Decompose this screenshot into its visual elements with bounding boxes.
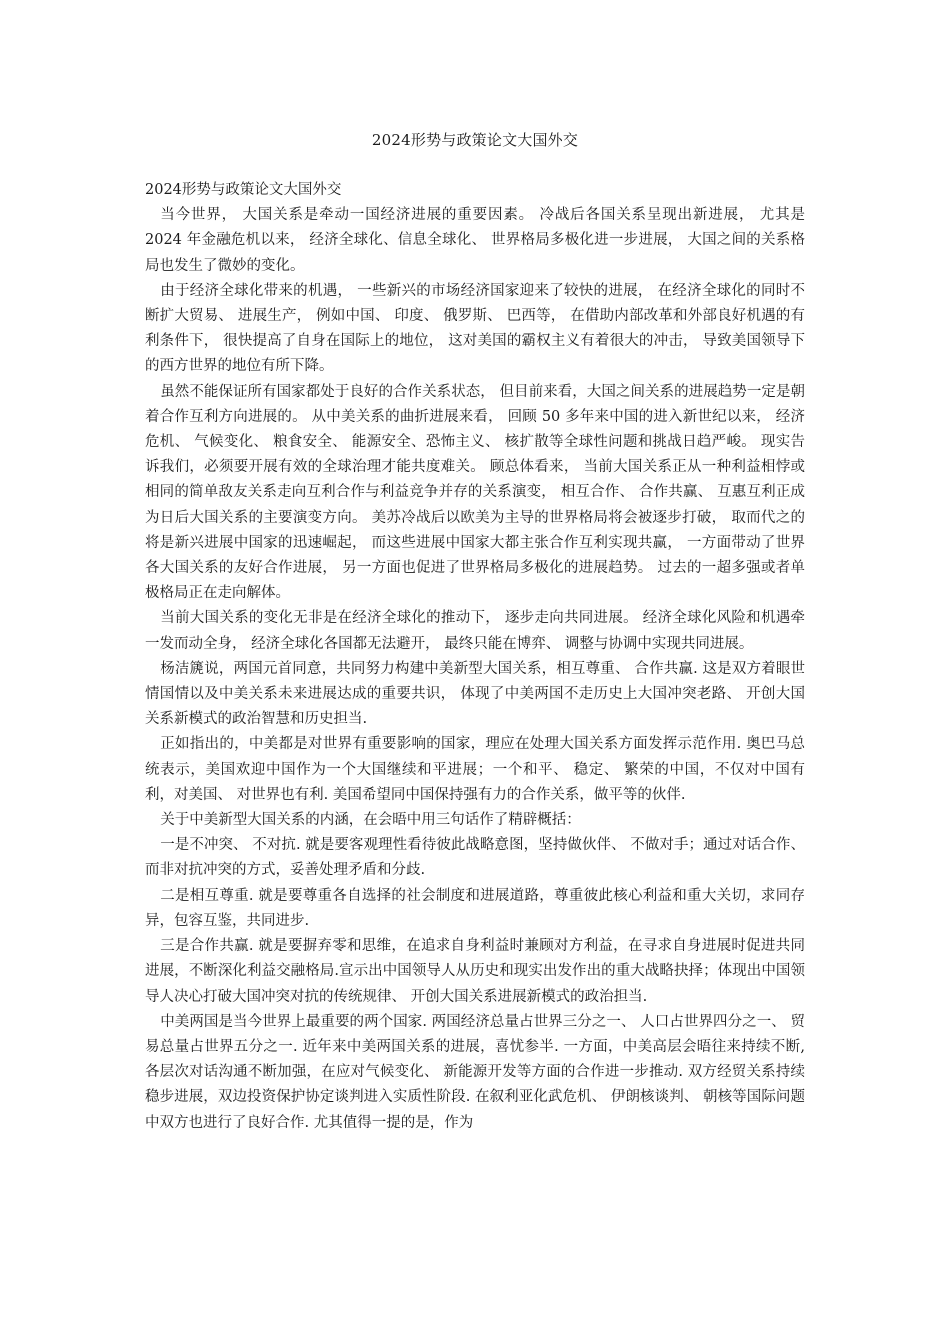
paragraph: 杨洁篪说，两国元首同意，共同努力构建中美新型大国关系，相互尊重、 合作共赢. 这是双方着眼世情国情以及中美关系未来进展达成的重要共识， 体现了中美两国不走历史上大国冲突老路、 开创大国关系新模式的政治智慧和历史担当.: [145, 660, 805, 728]
paragraph: 当今世界， 大国关系是牵动一国经济进展的重要因素。 冷战后各国关系呈现出新进展， 尤其是 2024 年金融危机以来， 经济全球化、信息全球化、 世界格局多极化进一步进展， 大国之间的关系格局也发生了微妙的变化。: [145, 207, 805, 274]
paragraph: 一是不冲突、 不对抗. 就是要客观理性看待彼此战略意图，坚持做伙伴、 不做对手；通过对话合作、 而非对抗冲突的方式，妥善处理矛盾和分歧.: [145, 837, 805, 879]
paragraph: 由于经济全球化带来的机遇， 一些新兴的市场经济国家迎来了较快的进展， 在经济全球化的同时不断扩大贸易、 进展生产， 例如中国、 印度、 俄罗斯、 巴西等， 在借助内部改革和外部良好机遇的有利条件下， 很快提高了自身在国际上的地位， 这对美国的霸权主义有着很大的冲击， 导致美国领导下的西方世界的地位有所下降。: [145, 282, 805, 375]
paragraph: 二是相互尊重. 就是要尊重各自选择的社会制度和进展道路，尊重彼此核心利益和重大关切，求同存异，包容互鉴，共同进步.: [145, 887, 805, 929]
document-body: [145, 178, 805, 1136]
paragraph: 关于中美新型大国关系的内涵，在会晤中用三句话作了精辟概括：: [160, 812, 581, 829]
paragraph: 三是合作共赢. 就是要摒弃零和思维，在追求自身利益时兼顾对方利益，在寻求自身进展时促进共同进展，不断深化利益交融格局.宣示出中国领导人从历史和现实出发作出的重大战略抉择；体现出中国领导人决心打破大国冲突对抗的传统规律、 开创大国关系进展新模式的政治担当.: [145, 938, 805, 1005]
paragraph: 正如指出的，中美都是对世界有重要影响的国家，理应在处理大国关系方面发挥示范作用. 奥巴马总统表示，美国欢迎中国作为一个大国继续和平进展；一个和平、 稳定、 繁荣的中国，不仅对中国有利，对美国、 对世界也有利. 美国希望同中国保持强有力的合作关系，做平等的伙伴.: [145, 736, 805, 803]
paragraph: 当前大国关系的变化无非是在经济全球化的推动下， 逐步走向共同进展。 经济全球化风险和机遇牵一发而动全身， 经济全球化各国都无法避开， 最终只能在博弈、 调整与协调中实现共同进展。: [145, 610, 805, 652]
paragraph: 中美两国是当今世界上最重要的两个国家. 两国经济总量占世界三分之一、 人口占世界四分之一、 贸易总量占世界五分之一. 近年来中美两国关系的进展，喜忧参半. 一方面，中美高层会晤往来持续不断,各层次对话沟通不断加强，在应对气候变化、 新能源开发等方面的合作进一步推动. 双方经贸关系持续稳步进展，双边投资保护协定谈判进入实质性阶段. 在叙利亚化武危机、 伊朗核谈判、 朝核等国际问题中双方也进行了良好合作. 尤其值得一提的是，作为: [145, 1013, 805, 1131]
document-subtitle: 2024形势与政策论文大国外交: [145, 182, 342, 198]
paragraph: 虽然不能保证所有国家都处于良好的合作关系状态， 但目前来看，大国之间关系的进展趋势一定是朝着合作互利方向进展的。 从中美关系的曲折进展来看， 回顾 50 多年来中国的进入新世纪以来， 经济危机、 气候变化、 粮食安全、 能源安全、恐怖主义、 核扩散等全球性问题和挑战日趋严峻。 现实告诉我们，必须要开展有效的全球治理才能共度难关。 顾总体看来， 当前大国关系正从一种利益相悖或相同的简单敌友关系走向互利合作与利益竞争并存的关系演变， 相互合作、 合作共赢、 互惠互利正成为日后大国关系的主要演变方向。 美苏冷战后以欧美为主导的世界格局将会被逐步打破， 取而代之的将是新兴进展中国家的迅速崛起， 而这些进展中国家大都主张合作互利实现共赢， 一方面带动了世界各大国关系的友好合作进展， 另一方面也促进了世界格局多极化的进展趋势。 过去的一超多强或者单极格局正在走向解体。: [145, 383, 805, 602]
document-title: 2024形势与政策论文大国外交: [371, 131, 579, 149]
